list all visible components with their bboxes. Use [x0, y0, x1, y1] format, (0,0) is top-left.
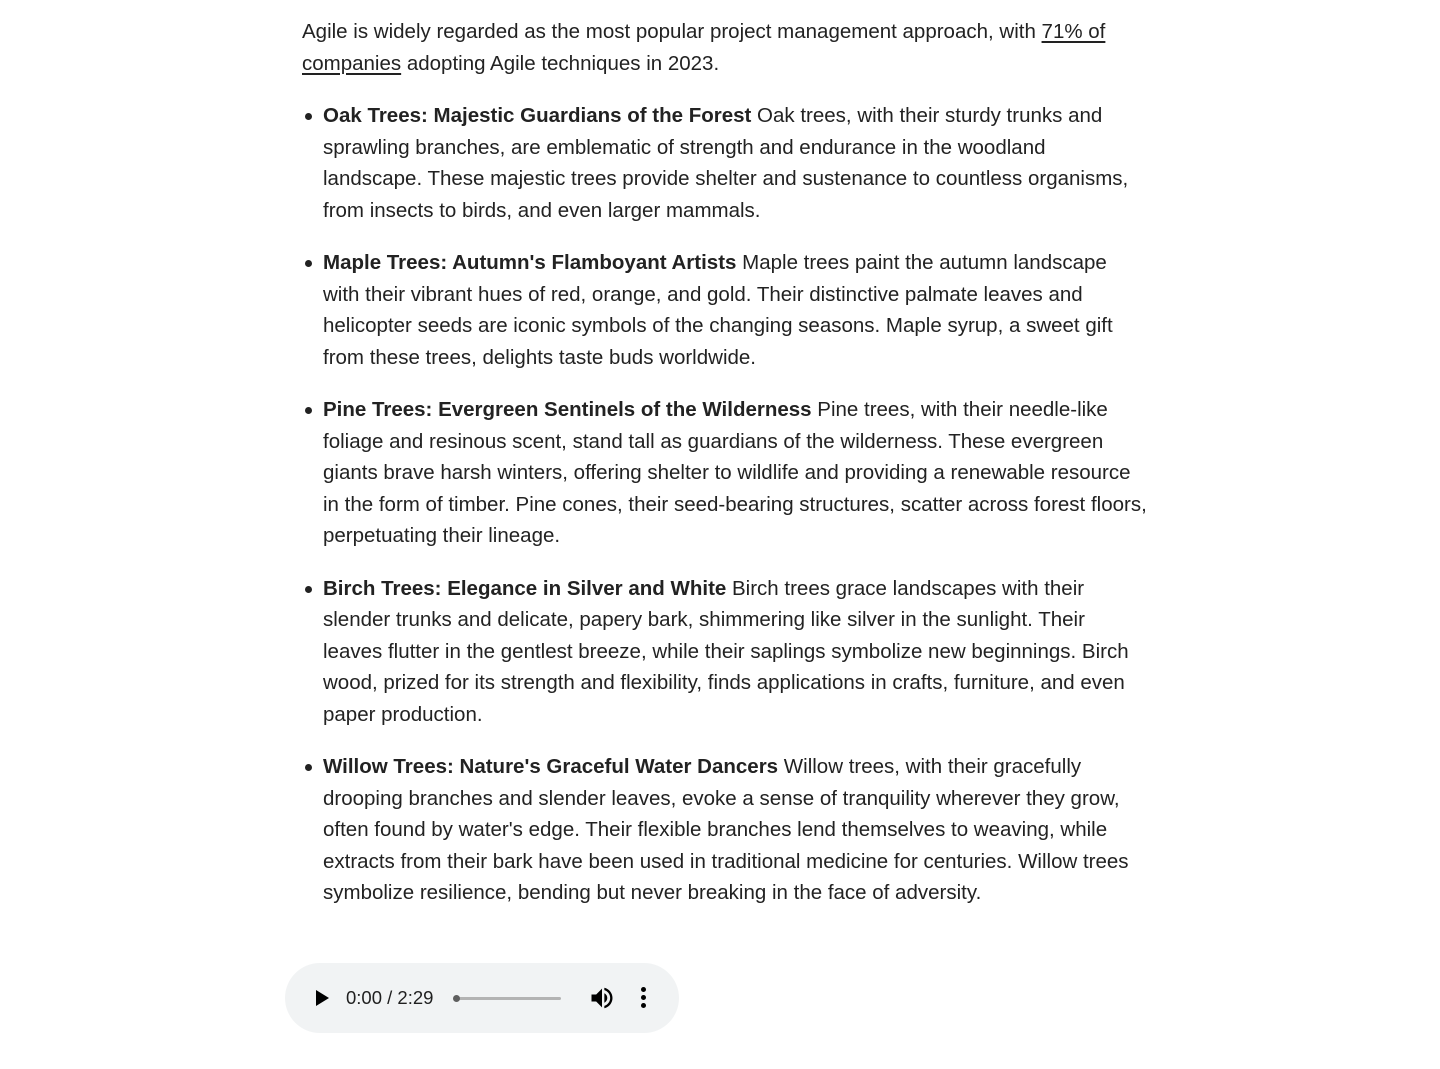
bullet-icon	[305, 113, 312, 120]
list-item-title: Pine Trees: Evergreen Sentinels of the Wilderness	[323, 398, 812, 421]
volume-button[interactable]	[587, 984, 617, 1012]
intro-text-before: Agile is widely regarded as the most popular project management approach, with	[302, 20, 1042, 43]
more-vertical-icon	[641, 1003, 646, 1008]
list-item	[302, 100, 1148, 226]
intro-text-after: adopting Agile techniques in 2023.	[401, 51, 720, 75]
list-item-text: Pine trees, with their needle-like foliage and resinous scent, stand tall as guardians of the wilderness. These evergreen giants brave harsh winters, offering shelter to wildlife and providing a renewable resource in the form of timber. Pine cones, their seed-bearing structures, scatter across forest floors, perpetuating their lineage.	[323, 398, 1147, 547]
list-item	[302, 573, 1148, 731]
seek-thumb[interactable]	[453, 995, 460, 1002]
list-item-text: Willow trees, with their gracefully drooping branches and slender leaves, evoke a sense of tranquility wherever they grow, often found by water's edge. Their flexible branches lend themselves to weaving, while extracts from their bark have been used in traditional medicine for centuries. Willow trees symbolize resilience, bending but never breaking in the face of adversity.	[323, 755, 1129, 904]
seek-slider[interactable]	[455, 986, 561, 1010]
volume-icon	[587, 984, 617, 1012]
more-options-button[interactable]	[633, 984, 655, 1012]
more-vertical-icon	[641, 995, 646, 1000]
bullet-icon	[305, 586, 312, 593]
intro-paragraph	[302, 16, 1148, 79]
more-vertical-icon	[641, 987, 646, 992]
list-item	[302, 751, 1148, 909]
list-item-text: Birch trees grace landscapes with their slender trunks and delicate, papery bark, shimmering like silver in the sunlight. Their leaves flutter in the gentlest breeze, while their saplings symbolize new beginnings. Birch wood, prized for its strength and flexibility, finds applications in crafts, furniture, and even paper production.	[323, 576, 1129, 726]
time-display: 0:00 / 2:29	[346, 987, 434, 1008]
list-item-title: Willow Trees: Nature's Graceful Water Dancers	[323, 755, 779, 778]
list-item-title: Birch Trees: Elegance in Silver and White	[323, 576, 727, 600]
article-content	[302, 16, 1148, 930]
list-item-text: Maple trees paint the autumn landscape with their vibrant hues of red, orange, and gold. Their distinctive palmate leaves and helicopter seeds are iconic symbols of the changing seasons. Maple syrup, a sweet gift from these trees, delights taste buds worldwide.	[323, 251, 1113, 369]
list-item-title: Oak Trees: Majestic Guardians of the Forest	[323, 104, 752, 127]
list-item-title: Maple Trees: Autumn's Flamboyant Artists	[323, 251, 737, 274]
audio-player	[285, 963, 679, 1033]
bullet-icon	[305, 407, 312, 414]
list-item-text: Oak trees, with their sturdy trunks and sprawling branches, are emblematic of strength and endurance in the woodland landscape. These majestic trees provide shelter and sustenance to countless organisms, from insects to birds, and even larger mammals.	[323, 104, 1129, 222]
play-button[interactable]	[305, 983, 335, 1013]
bullet-icon	[305, 260, 312, 267]
list-item	[302, 394, 1148, 552]
seek-track	[455, 997, 561, 1000]
play-icon	[316, 990, 329, 1006]
companies-stat-link[interactable]: 71% of companies	[302, 20, 1106, 75]
list-item	[302, 247, 1148, 373]
tree-list	[302, 100, 1148, 909]
bullet-icon	[305, 764, 312, 771]
